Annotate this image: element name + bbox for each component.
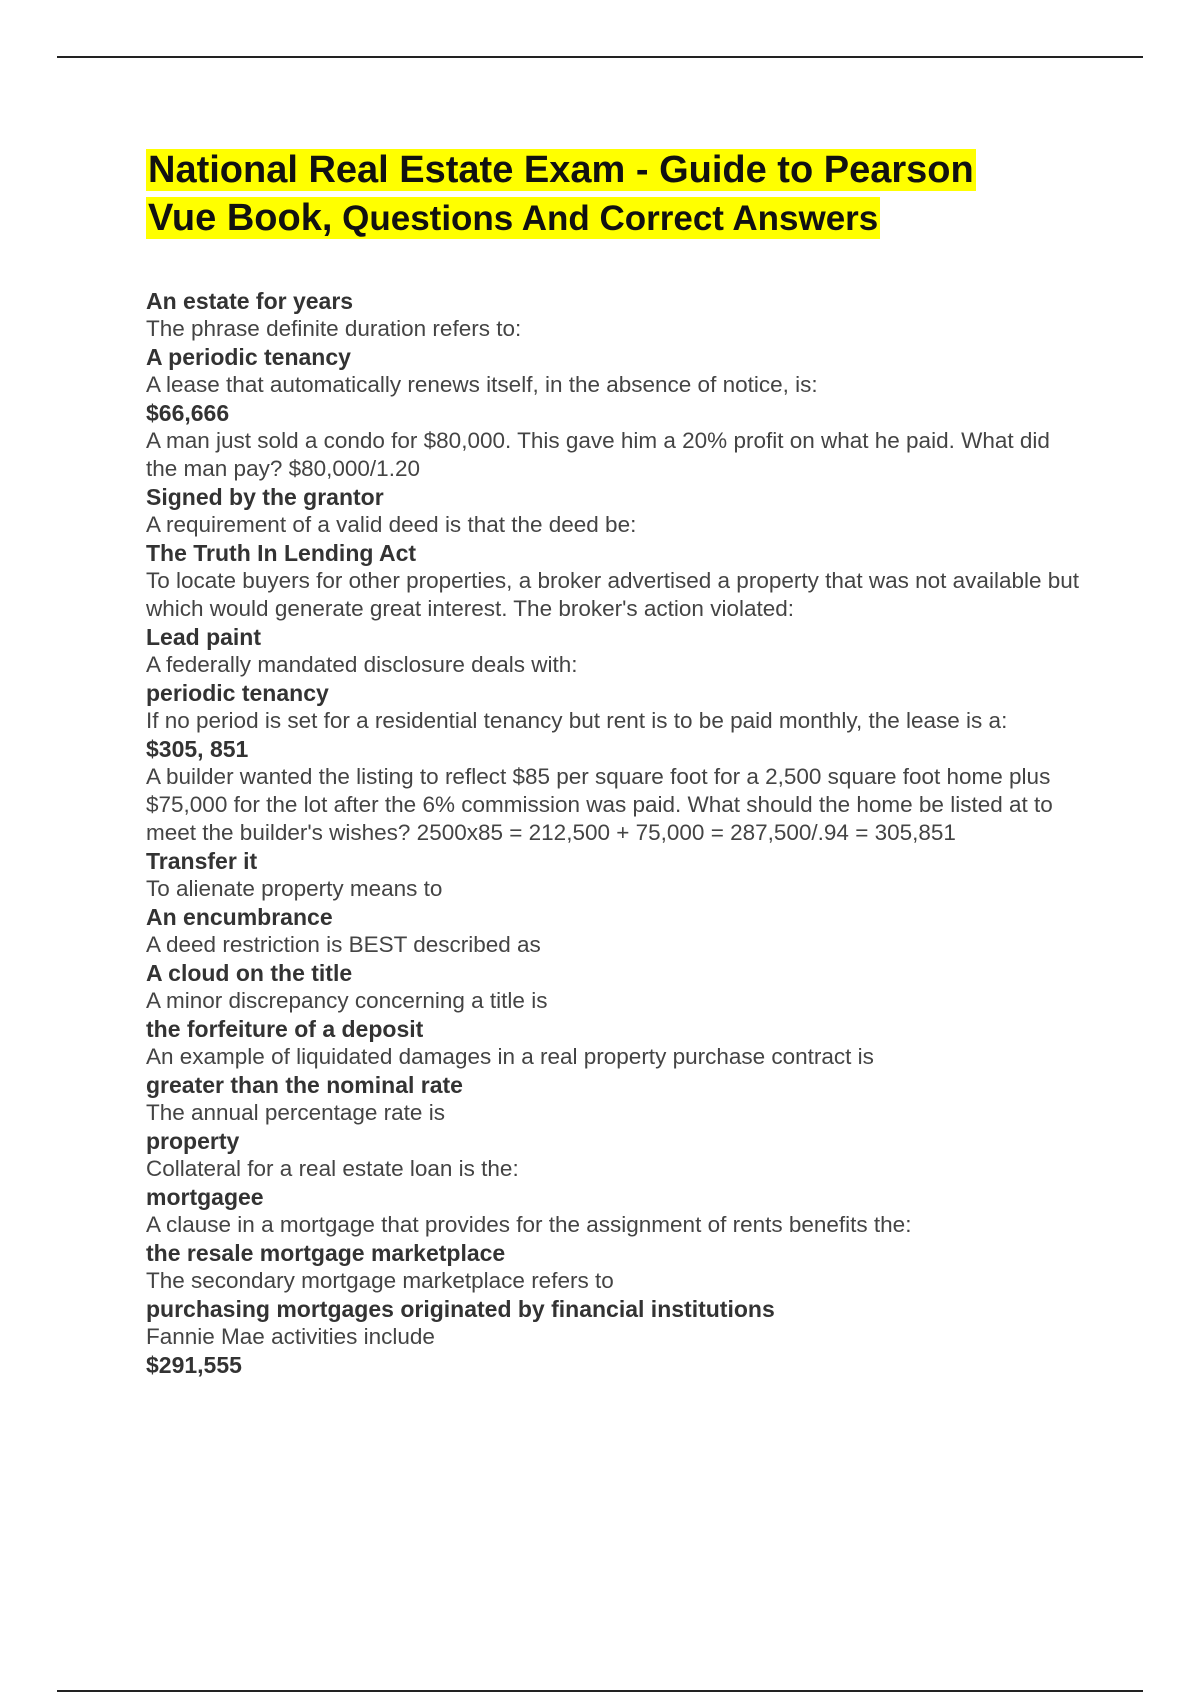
qa-entry	[146, 679, 1086, 735]
question-text: The phrase definite duration refers to:	[146, 316, 522, 341]
question-text: To locate buyers for other properties, a broker advertised a property that was not available but which would generate great interest. The broker's action violated:	[146, 568, 1080, 621]
question-text: The annual percentage rate is	[146, 1100, 445, 1125]
qa-entry	[146, 1351, 1086, 1379]
question-text: A deed restriction is BEST described as	[146, 932, 541, 957]
header-rule	[57, 56, 1143, 58]
answer-text: Transfer it	[146, 848, 258, 874]
answer-text: $305, 851	[146, 736, 249, 762]
qa-entry	[146, 483, 1086, 539]
qa-entry	[146, 1015, 1086, 1071]
question-text: A requirement of a valid deed is that the deed be:	[146, 512, 637, 537]
qa-entry	[146, 343, 1086, 399]
qa-entry	[146, 1071, 1086, 1127]
title-line-1: National Real Estate Exam - Guide to Pearson	[148, 149, 974, 191]
qa-entry	[146, 623, 1086, 679]
qa-list	[146, 287, 1086, 1379]
question-text: An example of liquidated damages in a real property purchase contract is	[146, 1044, 874, 1069]
answer-text: the forfeiture of a deposit	[146, 1016, 424, 1042]
qa-entry	[146, 735, 1086, 847]
qa-entry	[146, 1127, 1086, 1183]
question-text: A clause in a mortgage that provides for the assignment of rents benefits the:	[146, 1212, 912, 1237]
question-text: If no period is set for a residential tenancy but rent is to be paid monthly, the lease is a:	[146, 708, 1008, 733]
answer-text: Lead paint	[146, 624, 262, 650]
question-text: The secondary mortgage marketplace refers to	[146, 1268, 614, 1293]
answer-text: A cloud on the title	[146, 960, 353, 986]
question-text: A minor discrepancy concerning a title is	[146, 988, 548, 1013]
question-text: A lease that automatically renews itself, in the absence of notice, is:	[146, 372, 818, 397]
answer-text: An encumbrance	[146, 904, 333, 930]
title-line-2b: Questions And Correct Answers	[332, 199, 879, 238]
qa-entry	[146, 539, 1086, 623]
answer-text: Signed by the grantor	[146, 484, 384, 510]
answer-text: periodic tenancy	[146, 680, 329, 706]
qa-entry	[146, 903, 1086, 959]
qa-entry	[146, 847, 1086, 903]
answer-text: property	[146, 1128, 240, 1154]
answer-text: The Truth In Lending Act	[146, 540, 417, 566]
title-line-2a: Vue Book,	[148, 197, 333, 239]
answer-text: the resale mortgage marketplace	[146, 1240, 506, 1266]
answer-text: A periodic tenancy	[146, 344, 351, 370]
question-text: A man just sold a condo for $80,000. This gave him a 20% profit on what he paid. What did the man pay? $80,000/1.20	[146, 428, 1050, 481]
document-title	[146, 146, 1096, 243]
answer-text: An estate for years	[146, 288, 354, 314]
qa-entry	[146, 287, 1086, 343]
answer-text: $66,666	[146, 400, 230, 426]
question-text: Fannie Mae activities include	[146, 1324, 435, 1349]
qa-entry	[146, 399, 1086, 483]
question-text: To alienate property means to	[146, 876, 443, 901]
qa-entry	[146, 959, 1086, 1015]
answer-text: mortgagee	[146, 1184, 264, 1210]
title-highlight	[146, 149, 976, 239]
footer-rule	[57, 1690, 1143, 1692]
question-text: A federally mandated disclosure deals with:	[146, 652, 578, 677]
qa-entry	[146, 1295, 1086, 1351]
question-text: A builder wanted the listing to reflect $85 per square foot for a 2,500 square foot home plus $75,000 for the lot after the 6% commission was paid. What should the home be listed at to meet the builder's wishes? 2500x85 = 212,500 + 75,000 = 287,500/.94 = 305,851	[146, 764, 1053, 845]
answer-text: greater than the nominal rate	[146, 1072, 463, 1098]
answer-text: purchasing mortgages originated by financial institutions	[146, 1296, 775, 1322]
qa-entry	[146, 1183, 1086, 1239]
qa-entry	[146, 1239, 1086, 1295]
question-text: Collateral for a real estate loan is the:	[146, 1156, 519, 1181]
answer-text: $291,555	[146, 1352, 242, 1378]
